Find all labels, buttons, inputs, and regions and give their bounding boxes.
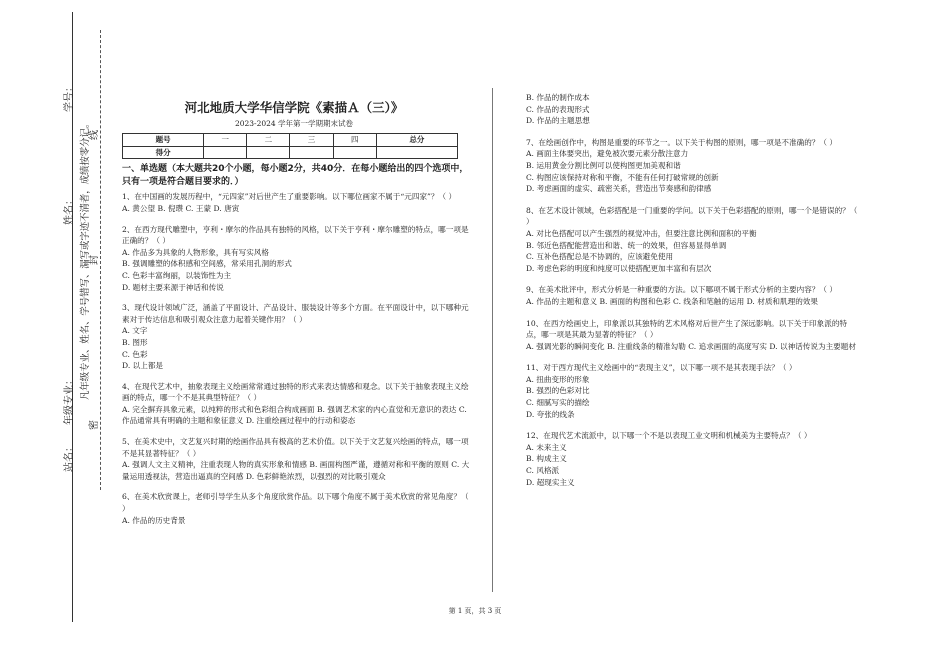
score-input-cell[interactable]: [376, 146, 457, 159]
answer-option: A. 作品的主题和意义 B. 画面的构图和色彩 C. 线条和笔触的运用 D. 材质和肌理的效果: [526, 296, 818, 306]
question: [526, 430, 862, 488]
answer-option: C. 色彩: [122, 349, 148, 359]
score-cell: 题号: [123, 134, 204, 147]
binding-strip: [0, 0, 110, 672]
answer-option: B. 构成主义: [526, 454, 567, 464]
answer-option: C. 构图应该保持对称和平衡，不能有任何打破常规的创新: [526, 172, 719, 182]
station-label: 站名：: [64, 442, 75, 472]
question-stem: 4、在现代艺术中，抽象表现主义绘画常常通过独特的形式来表达情感和观念。以下关于抽象表现主义绘画的特点，哪一个不是其典型特征？（ ）: [122, 381, 469, 403]
question-stem: 5、在美术史中，文艺复兴时期的绘画作品具有极高的艺术价值。以下关于文艺复兴绘画的特点，哪一项不是其显著特征？（ ）: [122, 437, 469, 458]
answer-option: A. 黄公望 B. 倪瓒 C. 王蒙 D. 唐寅: [122, 203, 240, 213]
question-stem: 10、在西方绘画史上，印象派以其独特的艺术风格对后世产生了深远影响。以下关于印象派的特点，哪一项是其最为显著的特征？（ ）: [526, 318, 848, 340]
question: [526, 318, 862, 353]
score-table-score-row: [123, 146, 458, 159]
question-stem: 6、在美术欣赏课上，老师引导学生从多个角度欣赏作品。以下哪个角度不属于美术欣赏的常见角度？（ ）: [122, 492, 469, 514]
answer-option: B. 强调雕塑的体积感和空间感，常采用孔洞的形式: [122, 259, 292, 269]
question-stem: 12、在现代艺术流派中，以下哪一个不是以表现工业文明和机械美为主要特点？（ ）: [526, 431, 812, 441]
score-input-cell[interactable]: [247, 146, 290, 159]
answer-option: B. 图形: [122, 337, 148, 347]
score-cell: 四: [333, 134, 376, 147]
answer-option: D. 考虑画面的虚实、疏密关系，营造出节奏感和韵律感: [526, 184, 712, 194]
answer-option: A. 强调光影的瞬间变化 B. 注重线条的精准勾勒 C. 追求画面的高度写实 D. 以神话传说为主要题材: [526, 341, 856, 351]
score-input-cell[interactable]: [204, 146, 247, 159]
section-heading: 一、单选题（本大题共20个小题，每小题2分，共40分．在每小题给出的四个选项中，只有一项是符合题目要求的．）: [122, 164, 469, 188]
answer-option: A. 对比色搭配可以产生强烈的视觉冲击，但要注意比例和面积的平衡: [526, 228, 757, 238]
question-stem: 1、在中国画的发展历程中，“元四家”对后世产生了重要影响。以下哪位画家不属于“元四家”？（ ）: [122, 192, 457, 202]
score-cell: 总分: [376, 134, 457, 147]
answer-option: C. 细腻写实的描绘: [526, 398, 590, 408]
score-cell: 三: [290, 134, 333, 147]
answer-option: D. 以上都是: [122, 361, 164, 371]
question: [526, 137, 862, 195]
question: [526, 205, 862, 275]
answer-option: B. 邻近色搭配能营造出和谐、统一的效果，但容易显得单调: [526, 240, 727, 250]
question: [122, 224, 470, 294]
question: [526, 362, 862, 420]
answer-option: B. 强烈的色彩对比: [526, 386, 590, 396]
answer-option: D. 超现实主义: [526, 477, 575, 487]
answer-option: A. 未来主义: [526, 442, 567, 452]
answer-option: D. 作品的主题思想: [526, 116, 590, 126]
score-table: [122, 133, 458, 159]
answer-option: D. 题材主要来源于神话和传说: [122, 282, 224, 292]
question: [122, 381, 470, 427]
question-stem: 11、对于西方现代主义绘画中的“表现主义”，以下哪一项不是其表现手法？（ ）: [526, 363, 797, 373]
answer-option: C. 互补色搭配总是不协调的，应该避免使用: [526, 252, 674, 262]
score-table-header-row: [123, 134, 458, 147]
answer-option: C. 作品的表现形式: [526, 104, 590, 114]
student-id-label: 学号：: [64, 82, 75, 112]
question-stem: 8、在艺术设计领域，色彩搭配是一门重要的学问。以下关于色彩搭配的原则，哪一个是错误的？（ ）: [526, 205, 858, 227]
answer-option: C. 风格派: [526, 466, 560, 476]
score-cell: 一: [204, 134, 247, 147]
answer-option: B. 作品的制作成本: [526, 93, 590, 102]
answer-option: D. 考虑色彩的明度和纯度可以使搭配更加丰富和有层次: [526, 263, 712, 273]
seal-char-mi: 密: [89, 420, 100, 430]
right-question-list: [522, 92, 862, 488]
question: [526, 92, 862, 127]
exam-title: 河北地质大学华信学院《素描Ａ（三）》: [184, 100, 404, 115]
score-cell: 得分: [123, 146, 204, 159]
right-column: [522, 92, 862, 498]
major-label: 年级专业：: [64, 375, 75, 425]
question-stem: 3、现代设计领域广泛，涵盖了平面设计、产品设计、服装设计等多个方面。在平面设计中，以下哪种元素对于传达信息和吸引观众注意力起着关键作用？（ ）: [122, 303, 469, 324]
question-stem: 9、在美术批评中，形式分析是一种重要的方法。以下哪项不属于形式分析的主要内容？（ ）: [526, 285, 837, 295]
question-stem: 7、在绘画创作中，构图是重要的环节之一。以下关于构图的原则，哪一项是不准确的？（ ）: [526, 137, 837, 147]
answer-option: A. 文字: [122, 326, 148, 336]
exam-subtitle: 2023-2024 学年第一学期期末试卷: [234, 118, 354, 128]
answer-option: A. 完全摒弃具象元素，以纯粹的形式和色彩组合构成画面 B. 强调艺术家的内心直觉和无意识的表达 C. 作品通常具有明确的主题和象征意义 D. 注重绘画过程中的行动和姿态: [122, 404, 467, 426]
question: [122, 491, 470, 526]
left-question-list: [118, 191, 470, 526]
score-cell: 二: [247, 134, 290, 147]
seal-char-feng: 封: [89, 255, 100, 265]
page-footer: 第 1 页，共 3 页: [448, 607, 502, 615]
answer-option: A. 作品的历史背景: [122, 515, 186, 525]
question: [122, 436, 470, 482]
answer-option: C. 色彩丰富绚丽，以装饰性为主: [122, 270, 232, 280]
answer-option: A. 强调人文主义精神，注重表现人物的真实形象和情感 B. 画面构图严谨，遵循对称和平衡的原则 C. 大量运用透视法，营造出逼真的空间感 D. 色彩鲜艳浓烈，以强烈的对比吸引观众: [122, 460, 470, 481]
seal-char-xian: 线: [89, 130, 100, 140]
question: [122, 191, 470, 214]
answer-option: A. 画面主体要突出，避免被次要元素分散注意力: [526, 149, 689, 159]
answer-option: A. 作品多为具象的人物形象，具有写实风格: [122, 247, 269, 257]
name-label: 姓名：: [64, 195, 75, 225]
question-stem: 2、在西方现代雕塑中，亨利・摩尔的作品具有独特的风格，以下关于亨利・摩尔雕塑的特点，哪一项是正确的？（ ）: [122, 224, 469, 246]
score-input-cell[interactable]: [290, 146, 333, 159]
left-column: [118, 92, 470, 535]
score-input-cell[interactable]: [333, 146, 376, 159]
answer-option: B. 运用黄金分割比例可以使构图更加美观和谐: [526, 160, 681, 170]
column-divider: [492, 88, 493, 592]
binding-instructions: 凡年级专业、姓名、学号错写、漏写或字迹不清者，成绩按零分记。: [80, 118, 91, 400]
answer-option: D. 夸张的线条: [526, 409, 575, 419]
answer-option: A. 扭曲变形的形象: [526, 374, 590, 384]
question: [526, 284, 862, 307]
question: [122, 302, 470, 372]
